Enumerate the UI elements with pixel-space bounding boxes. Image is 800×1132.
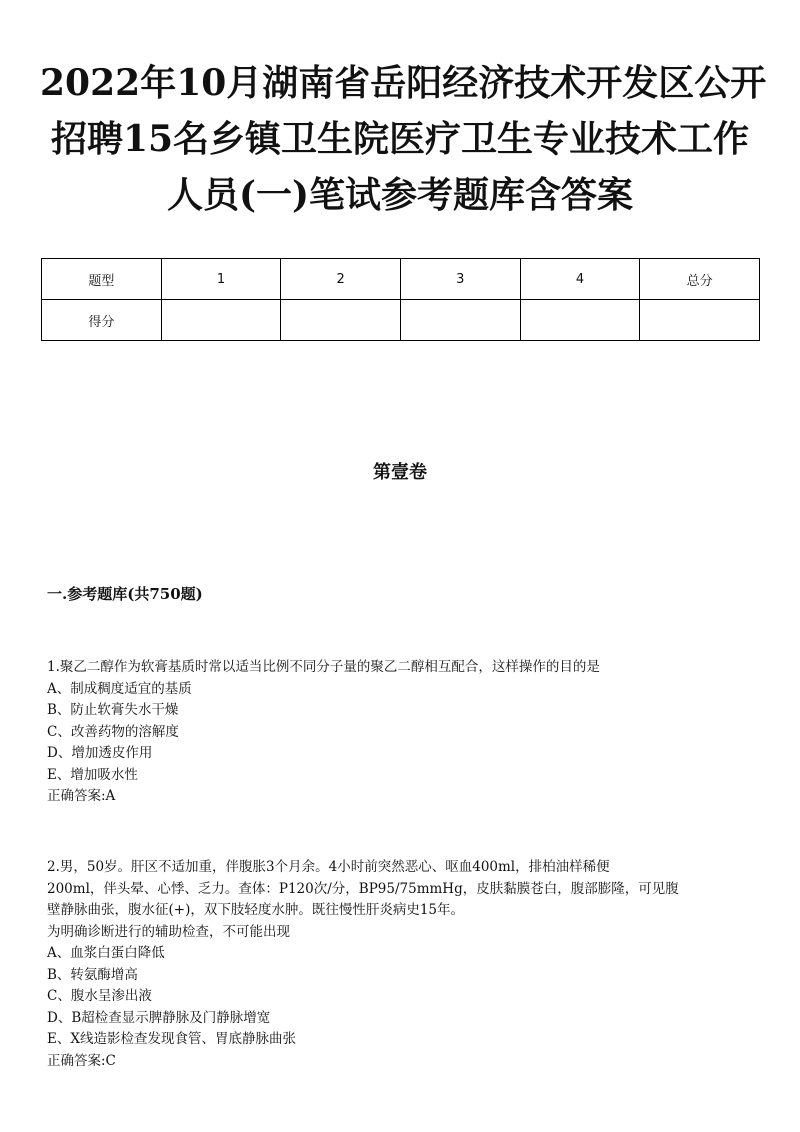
title-line: 2022年10月湖南省岳阳经济技术开发区公开	[40, 62, 767, 104]
score-input-cell	[281, 300, 401, 341]
answer-option: C、腹水呈渗出液	[47, 988, 152, 1004]
score-input-cell	[520, 300, 640, 341]
volume-label: 第壹卷	[373, 462, 427, 483]
answer-option: A、血浆白蛋白降低	[47, 945, 165, 961]
question-1	[47, 657, 762, 808]
correct-answer: 正确答案:C	[47, 1052, 116, 1069]
answer-option: B、转氨酶增高	[47, 966, 138, 983]
title-line: 人员(一)笔试参考题库含答案	[166, 174, 634, 216]
answer-option: E、X线造影检查发现食管、胃底静脉曲张	[47, 1031, 296, 1047]
score-table	[41, 258, 760, 341]
title-line: 招聘15名乡镇卫生院医疗卫生专业技术工作	[50, 118, 750, 160]
answer-option: E、增加吸水性	[47, 766, 138, 783]
table-cell: 2	[281, 259, 401, 300]
answer-option: C、改善药物的溶解度	[47, 723, 179, 740]
score-input-cell	[640, 300, 760, 341]
section-heading: 一.参考题库(共750题)	[47, 585, 203, 603]
score-table-header-row	[42, 259, 760, 300]
table-cell: 1	[161, 259, 281, 300]
document-title	[40, 55, 767, 223]
score-input-cell	[400, 300, 520, 341]
answer-option: D、B超检查显示脾静脉及门静脉增宽	[47, 1009, 271, 1026]
table-cell: 总分	[640, 259, 760, 300]
table-cell: 3	[400, 259, 520, 300]
score-input-cell	[161, 300, 281, 341]
answer-option: A、制成稠度适宜的基质	[47, 680, 192, 697]
table-cell: 得分	[42, 300, 162, 341]
question-prompt: 为明确诊断进行的辅助检查，不可能出现	[47, 923, 290, 940]
question-stem: 壁静脉曲张，腹水征(+)，双下肢轻度水肿。既往慢性肝炎病史15年。	[47, 902, 465, 918]
question-stem: 200ml，伴头晕、心悸、乏力。查体：P120次/分，BP95/75mmHg，皮肤黏膜苍白，腹部膨隆，可见腹	[47, 880, 679, 897]
question-stem: 2.男，50岁。肝区不适加重，伴腹胀3个月余。4小时前突然恶心、呕血400ml，排柏油样稀便	[47, 859, 610, 875]
answer-option: D、增加透皮作用	[47, 745, 153, 761]
question-stem: 1.聚乙二醇作为软膏基质时常以适当比例不同分子量的聚乙二醇相互配合，这样操作的目的是	[47, 659, 600, 675]
answer-option: B、防止软膏失水干燥	[47, 702, 179, 718]
question-2	[47, 857, 762, 1072]
correct-answer: 正确答案:A	[47, 788, 116, 804]
score-table-score-row	[42, 300, 760, 341]
table-cell: 题型	[42, 259, 162, 300]
table-cell: 4	[520, 259, 640, 300]
